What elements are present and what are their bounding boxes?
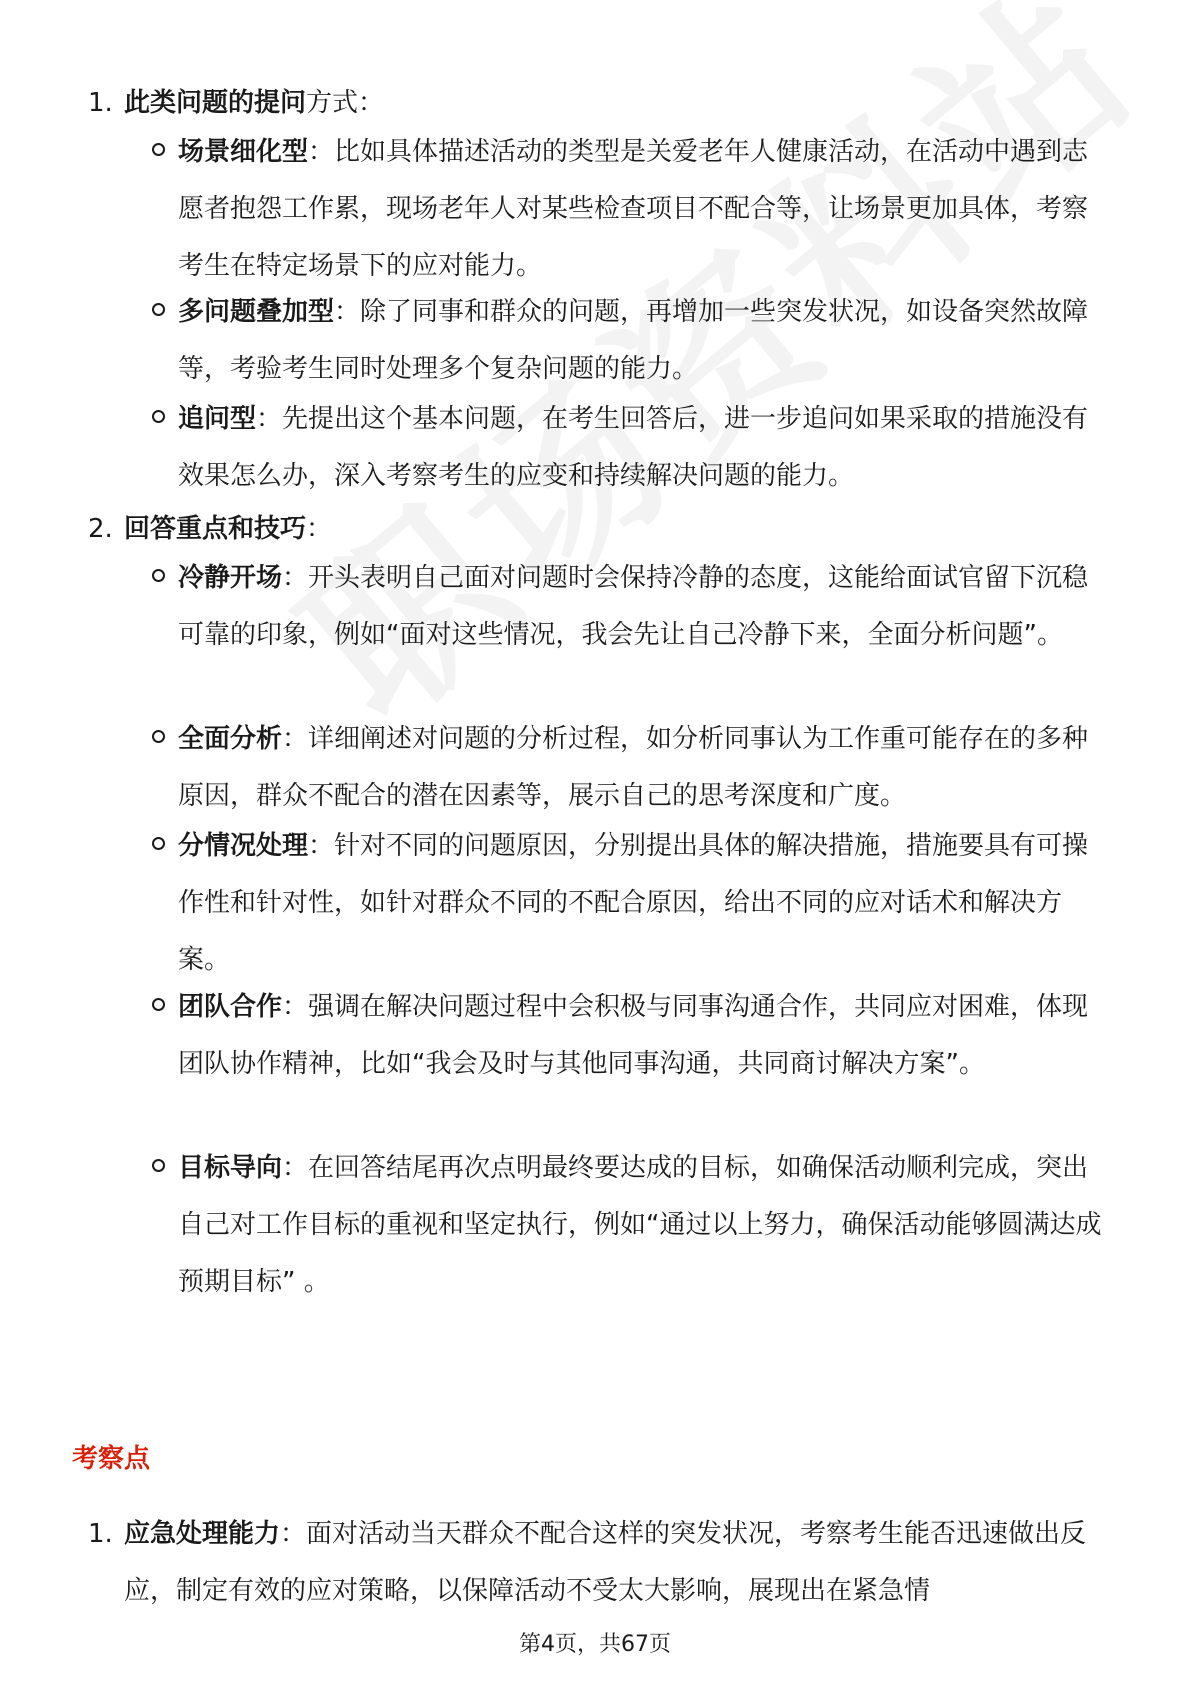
circle-bullet-icon <box>152 410 165 423</box>
circle-bullet-icon <box>152 303 165 316</box>
list-item-text: ：面对活动当天群众不配合这样的突发状况，考察考生能否迅速做出反应，制定有效的应对策略，以保障活动不受太大影响，展现出在紧急情 <box>124 1519 1087 1606</box>
list-number: 1. <box>88 88 113 118</box>
list-heading-bold: 此类问题的提问 <box>124 88 307 118</box>
sub-item-term: 分情况处理 <box>178 831 309 861</box>
circle-bullet-icon <box>152 1159 165 1172</box>
sub-item-text: ：详细阐述对问题的分析过程，如分析同事认为工作重可能存在的多种原因，群众不配合的潜在因素等，展示自己的思考深度和广度。 <box>178 724 1089 811</box>
circle-bullet-icon <box>152 730 165 743</box>
circle-bullet-icon <box>152 569 165 582</box>
section-title: 考察点 <box>72 1444 151 1474</box>
list-item-term: 应急处理能力 <box>124 1519 281 1549</box>
list-number: 1. <box>88 1519 113 1549</box>
sub-item-term: 场景细化型 <box>178 137 309 167</box>
circle-bullet-icon <box>152 998 165 1011</box>
sub-item-text: ：强调在解决问题过程中会积极与同事沟通合作，共同应对困难，体现团队协作精神，比如“我会及时与其他同事沟通，共同商讨解决方案”。 <box>178 992 1089 1079</box>
sub-item-term: 团队合作 <box>178 992 283 1022</box>
list-number: 2. <box>88 514 113 544</box>
sub-item-text: ：针对不同的问题原因，分别提出具体的解决措施，措施要具有可操作性和针对性，如针对群众不同的不配合原因，给出不同的应对话术和解决方案。 <box>178 831 1089 975</box>
sub-item-term: 多问题叠加型 <box>178 297 335 327</box>
list-heading-rest: ： <box>306 514 333 544</box>
list-heading-rest: 方式： <box>306 88 385 118</box>
sub-item-term: 冷静开场 <box>178 563 283 593</box>
list-heading-bold: 回答重点和技巧 <box>124 514 307 544</box>
sub-item-term: 目标导向 <box>178 1153 283 1183</box>
sub-item-text: ：除了同事和群众的问题，再增加一些突发状况，如设备突然故障等，考验考生同时处理多个复杂问题的能力。 <box>178 297 1089 384</box>
sub-item-text: ：先提出这个基本问题，在考生回答后，进一步追问如果采取的措施没有效果怎么办，深入考察考生的应变和持续解决问题的能力。 <box>178 404 1089 491</box>
sub-item-text: ：开头表明自己面对问题时会保持冷静的态度，这能给面试官留下沉稳可靠的印象，例如“面对这些情况，我会先让自己冷静下来，全面分析问题”。 <box>178 563 1089 650</box>
sub-item-text: ：比如具体描述活动的类型是关爱老年人健康活动，在活动中遇到志愿者抱怨工作累，现场老年人对某些检查项目不配合等，让场景更加具体，考察考生在特定场景下的应对能力。 <box>178 137 1089 281</box>
sub-item-term: 全面分析 <box>178 724 283 754</box>
circle-bullet-icon <box>152 143 165 156</box>
page-footer: 第4页，共67页 <box>519 1632 671 1657</box>
sub-item-term: 追问型 <box>178 404 257 434</box>
circle-bullet-icon <box>152 837 165 850</box>
sub-item-text: ：在回答结尾再次点明最终要达成的目标，如确保活动顺利完成，突出自己对工作目标的重视和坚定执行，例如“通过以上努力，确保活动能够圆满达成预期目标” 。 <box>178 1153 1102 1297</box>
